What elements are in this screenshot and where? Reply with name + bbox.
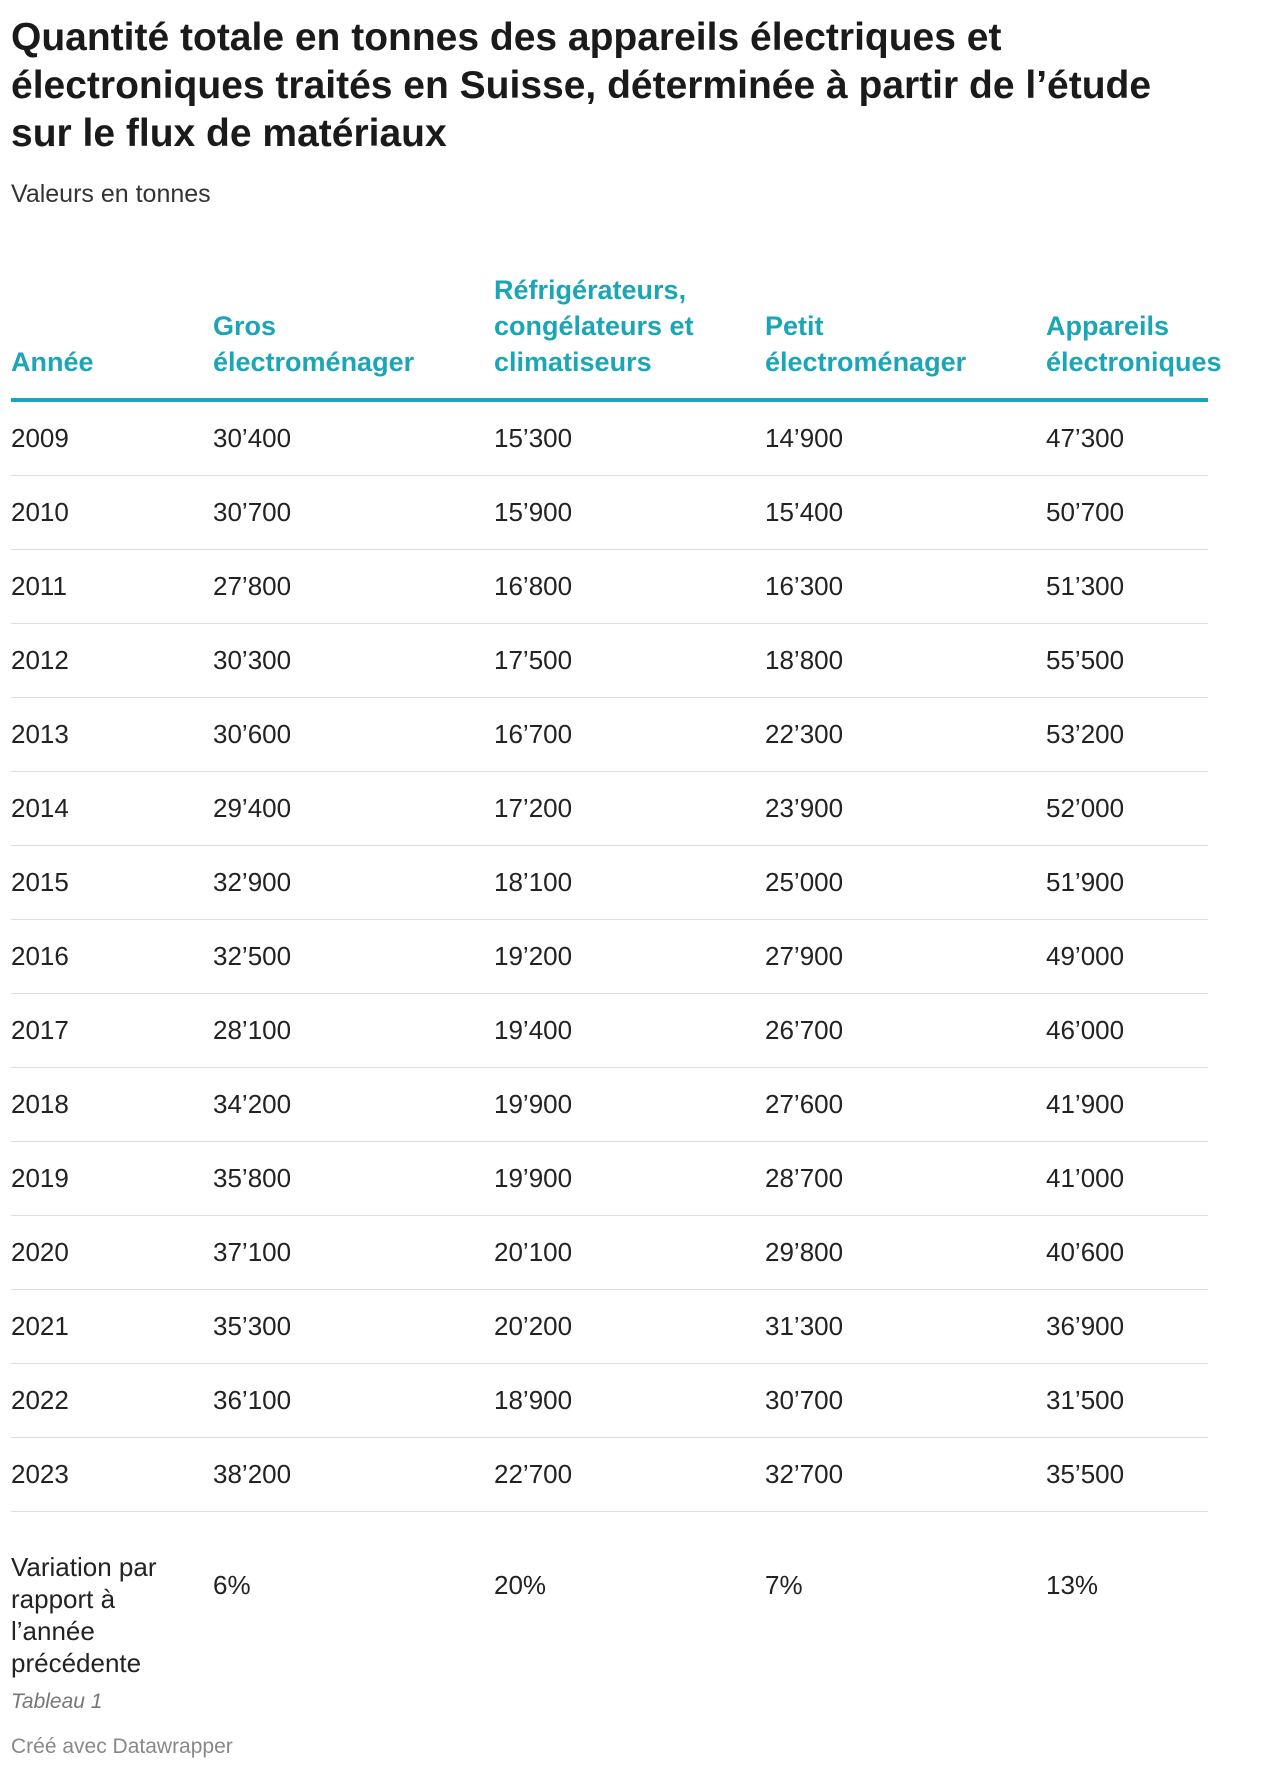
appareils-electroniques-cell: 40’600	[1046, 1237, 1125, 1267]
refrigerateurs-cell: 19’400	[494, 1015, 573, 1045]
table-row	[11, 920, 1208, 994]
table-row	[11, 994, 1208, 1068]
refrigerateurs-cell: 22’700	[494, 1459, 573, 1489]
table-row	[11, 1142, 1208, 1216]
petit-electromenager-cell: 15’400	[765, 497, 844, 527]
petit-electromenager-cell: 18’800	[765, 645, 844, 675]
appareils-electroniques-cell: 52’000	[1046, 793, 1125, 823]
petit-electromenager-cell: 22’300	[765, 719, 844, 749]
year-cell: 2017	[11, 1015, 69, 1045]
table-note: Tableau 1	[11, 1690, 103, 1713]
gros-electromenager-cell: 38’200	[213, 1459, 292, 1489]
petit-electromenager-cell: 7%	[765, 1570, 803, 1600]
appareils-electroniques-cell: 13%	[1046, 1570, 1099, 1600]
petit-electromenager-cell: 14’900	[765, 423, 844, 453]
table-row	[11, 1290, 1208, 1364]
column-header-gros-electromenager[interactable]: Gros électroménager	[213, 311, 415, 377]
appareils-electroniques-cell: 53’200	[1046, 719, 1125, 749]
gros-electromenager-cell: 30’400	[213, 423, 292, 453]
petit-electromenager-cell: 31’300	[765, 1311, 844, 1341]
column-header-annee[interactable]: Année	[11, 347, 94, 377]
appareils-electroniques-cell: 47’300	[1046, 423, 1125, 453]
year-cell: 2018	[11, 1089, 69, 1119]
petit-electromenager-cell: 27’600	[765, 1089, 844, 1119]
refrigerateurs-cell: 20%	[494, 1570, 547, 1600]
table-row	[11, 402, 1208, 476]
gros-electromenager-cell: 34’200	[213, 1089, 292, 1119]
table-row-variation	[11, 1512, 1208, 1678]
gros-electromenager-cell: 32’900	[213, 867, 292, 897]
refrigerateurs-cell: 15’900	[494, 497, 573, 527]
gros-electromenager-cell: 35’300	[213, 1311, 292, 1341]
table-row	[11, 1364, 1208, 1438]
table-row	[11, 476, 1208, 550]
gros-electromenager-cell: 35’800	[213, 1163, 292, 1193]
petit-electromenager-cell: 32’700	[765, 1459, 844, 1489]
appareils-electroniques-cell: 51’900	[1046, 867, 1125, 897]
gros-electromenager-cell: 36’100	[213, 1385, 292, 1415]
year-cell: 2013	[11, 719, 69, 749]
petit-electromenager-cell: 27’900	[765, 941, 844, 971]
year-cell: 2019	[11, 1163, 69, 1193]
table-row	[11, 1438, 1208, 1512]
appareils-electroniques-cell: 51’300	[1046, 571, 1125, 601]
table-header	[11, 262, 1222, 402]
gros-electromenager-cell: 6%	[213, 1570, 251, 1600]
refrigerateurs-cell: 15’300	[494, 423, 573, 453]
gros-electromenager-cell: 29’400	[213, 793, 292, 823]
refrigerateurs-cell: 17’500	[494, 645, 573, 675]
refrigerateurs-cell: 20’100	[494, 1237, 573, 1267]
table-body	[11, 402, 1208, 1678]
column-header-appareils-electroniques[interactable]: Appareils électroniques	[1046, 311, 1222, 377]
year-cell: 2021	[11, 1311, 69, 1341]
petit-electromenager-cell: 23’900	[765, 793, 844, 823]
year-cell: 2014	[11, 793, 69, 823]
appareils-electroniques-cell: 50’700	[1046, 497, 1125, 527]
table-row	[11, 550, 1208, 624]
appareils-electroniques-cell: 36’900	[1046, 1311, 1125, 1341]
petit-electromenager-cell: 16’300	[765, 571, 844, 601]
refrigerateurs-cell: 17’200	[494, 793, 573, 823]
petit-electromenager-cell: 26’700	[765, 1015, 844, 1045]
year-cell: 2023	[11, 1459, 69, 1489]
table-row	[11, 624, 1208, 698]
year-cell: Variation par rapport à l’année précédente	[11, 1552, 157, 1678]
credit-line: Créé avec Datawrapper	[11, 1735, 233, 1758]
year-cell: 2011	[11, 571, 67, 601]
table-row	[11, 846, 1208, 920]
gros-electromenager-cell: 30’300	[213, 645, 292, 675]
refrigerateurs-cell: 18’100	[494, 867, 573, 897]
refrigerateurs-cell: 16’700	[494, 719, 573, 749]
refrigerateurs-cell: 19’900	[494, 1089, 573, 1119]
table-row	[11, 1068, 1208, 1142]
gros-electromenager-cell: 28’100	[213, 1015, 292, 1045]
appareils-electroniques-cell: 41’000	[1046, 1163, 1125, 1193]
table-row	[11, 1216, 1208, 1290]
refrigerateurs-cell: 19’900	[494, 1163, 573, 1193]
gros-electromenager-cell: 27’800	[213, 571, 292, 601]
gros-electromenager-cell: 32’500	[213, 941, 292, 971]
appareils-electroniques-cell: 49’000	[1046, 941, 1125, 971]
refrigerateurs-cell: 18’900	[494, 1385, 573, 1415]
refrigerateurs-cell: 16’800	[494, 571, 573, 601]
appareils-electroniques-cell: 55’500	[1046, 645, 1125, 675]
year-cell: 2010	[11, 497, 69, 527]
year-cell: 2020	[11, 1237, 69, 1267]
appareils-electroniques-cell: 35’500	[1046, 1459, 1125, 1489]
year-cell: 2009	[11, 423, 69, 453]
petit-electromenager-cell: 29’800	[765, 1237, 844, 1267]
chart-title: Quantité totale en tonnes des appareils électriques et électroniques traités en Suisse, déterminée à partir de l’étude sur le flux de matériaux	[11, 16, 1152, 155]
gros-electromenager-cell: 37’100	[213, 1237, 292, 1267]
column-header-refrigerateurs[interactable]: Réfrigérateurs, congélateurs et climatiseurs	[494, 275, 694, 377]
gros-electromenager-cell: 30’700	[213, 497, 292, 527]
appareils-electroniques-cell: 31’500	[1046, 1385, 1125, 1415]
petit-electromenager-cell: 25’000	[765, 867, 844, 897]
petit-electromenager-cell: 30’700	[765, 1385, 844, 1415]
year-cell: 2016	[11, 941, 69, 971]
data-table	[11, 262, 1222, 1678]
gros-electromenager-cell: 30’600	[213, 719, 292, 749]
chart-subtitle: Valeurs en tonnes	[11, 180, 211, 208]
petit-electromenager-cell: 28’700	[765, 1163, 844, 1193]
year-cell: 2015	[11, 867, 69, 897]
table-row	[11, 698, 1208, 772]
year-cell: 2022	[11, 1385, 69, 1415]
table-row	[11, 772, 1208, 846]
appareils-electroniques-cell: 46’000	[1046, 1015, 1125, 1045]
column-header-petit-electromenager[interactable]: Petit électroménager	[765, 311, 967, 377]
refrigerateurs-cell: 19’200	[494, 941, 573, 971]
year-cell: 2012	[11, 645, 69, 675]
refrigerateurs-cell: 20’200	[494, 1311, 573, 1341]
appareils-electroniques-cell: 41’900	[1046, 1089, 1125, 1119]
